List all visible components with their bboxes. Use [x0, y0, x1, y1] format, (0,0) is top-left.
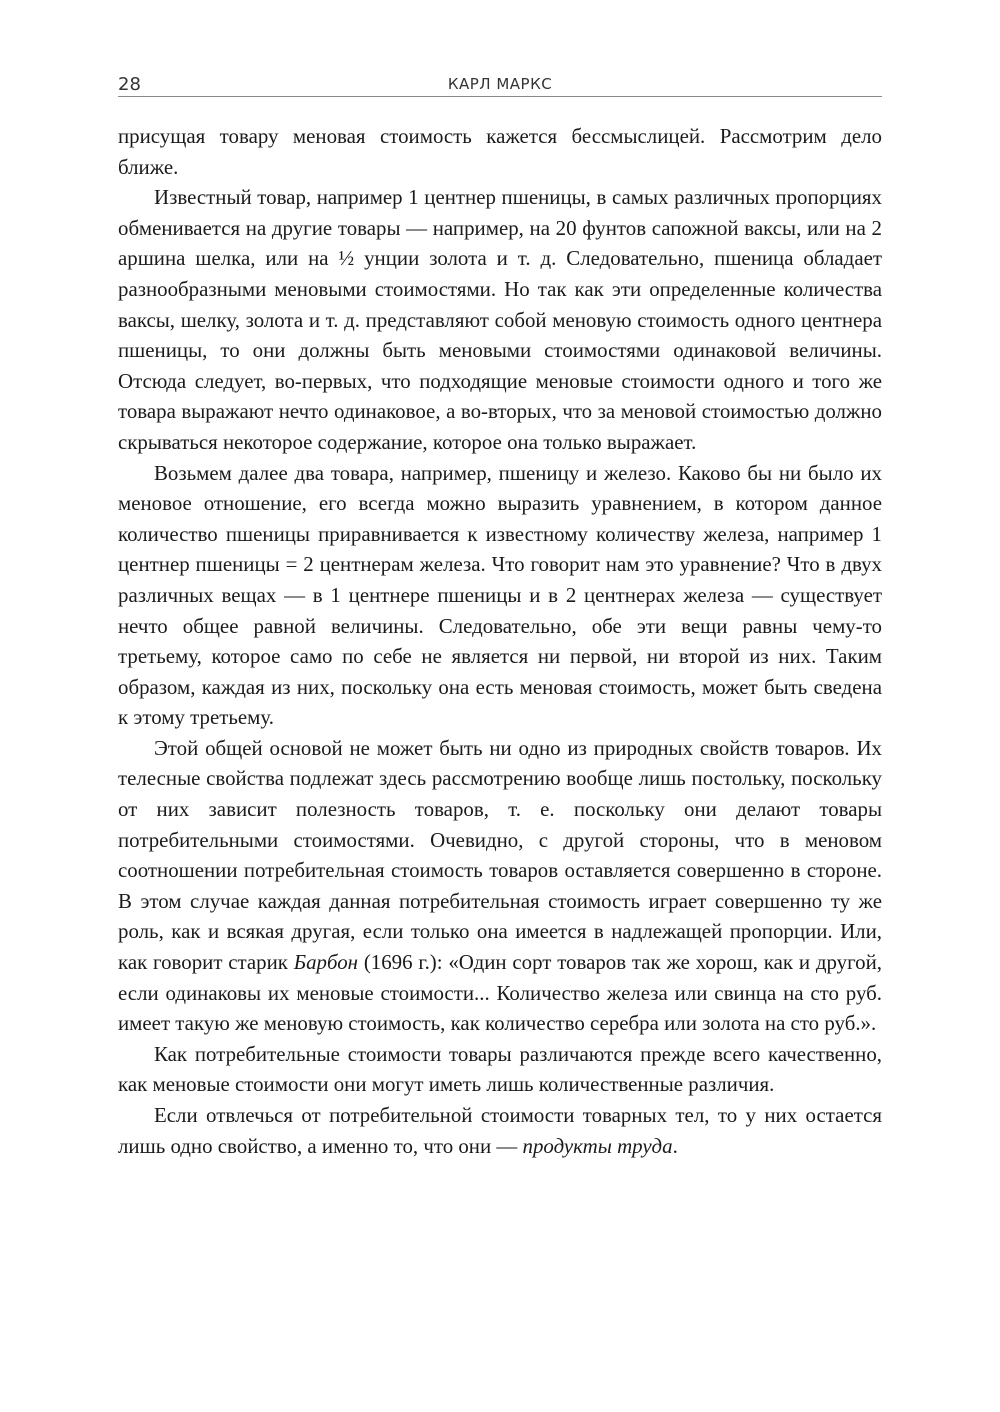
- term-labor-products: продукты труда: [522, 1133, 673, 1158]
- paragraph-4: [118, 733, 882, 1039]
- paragraph-5: Как потребительные стоимости товары различаются прежде всего качественно, как меновые стоимости они могут иметь лишь количественные различия.: [118, 1041, 882, 1097]
- author-name-barbon: Барбон: [293, 950, 359, 975]
- paragraph-6: [118, 1100, 882, 1161]
- page-body: [118, 121, 882, 1161]
- page-header: [118, 72, 882, 97]
- page-number: 28: [118, 74, 141, 95]
- paragraph-4-text-b: (1696 г.): «Один сорт товаров так же хорош, как и другой, если одинаковы их меновые стоимости... Количество железа или свинца на сто руб. имеет такую же меновую стоимость, как количество серебра или золота на сто руб.».: [118, 950, 882, 1036]
- paragraph-4-text-a: Этой общей основой не может быть ни одно из природных свойств товаров. Их телесные свойства подлежат здесь рассмотрению вообще лишь постольку, поскольку от них зависит полезность товаров, т. е. поскольку они делают товары потребительными стоимостями. Очевидно, с другой стороны, что в меновом соотношении потребительная стоимость товаров оставляется совершенно в стороне. В этом случае каждая данная потребительная стоимость играет совершенно ту же роль, как и всякая другая, если только она имеется в надлежащей пропорции. Или, как говорит старик: [118, 735, 882, 975]
- paragraph-3: Возьмем далее два товара, например, пшеницу и железо. Каково бы ни было их меновое отношение, его всегда можно выразить уравнением, в котором данное количество пшеницы приравнивается к известному количеству железа, например 1 центнер пшеницы = 2 центнерам железа. Что говорит нам это уравнение? Что в двух различных вещах — в 1 центнере пшеницы и в 2 центнерах железа — существует нечто общее равной величины. Следовательно, обе эти вещи равны чему-то третьему, которое само по себе не является ни первой, ни второй из них. Таким образом, каждая из них, поскольку она есть меновая стоимость, может быть сведена к этому третьему.: [118, 460, 882, 730]
- paragraph-2: Известный товар, например 1 центнер пшеницы, в самых различных пропорциях обменивается на другие товары — например, на 20 фунтов сапожной ваксы, или на 2 аршина шелка, или на ½ унции золота и т. д. Следовательно, пшеница обладает разнообразными меновыми стоимостями. Но так как эти определенные количества ваксы, шелку, золота и т. д. представляют собой меновую стоимость одного центнера пшеницы, то они должны быть меновыми стоимостями одинаковой величины. Отсюда следует, во-первых, что подходящие меновые стоимости одного и того же товара выражают нечто одинаковое, а во-вторых, что за меновой стоимостью должно скрываться некоторое содержание, которое она только выражает.: [118, 185, 882, 454]
- paragraph-6-text-a: Если отвлечься от потребительной стоимости товарных тел, то у них остается лишь одно свойство, а именно то, что они —: [118, 1103, 882, 1158]
- running-title: КАРЛ МАРКС: [447, 75, 553, 93]
- paragraph-6-text-b: .: [672, 1133, 678, 1158]
- paragraph-1: присущая товару меновая стоимость кажется бессмыслицей. Рассмотрим дело ближе.: [118, 124, 882, 179]
